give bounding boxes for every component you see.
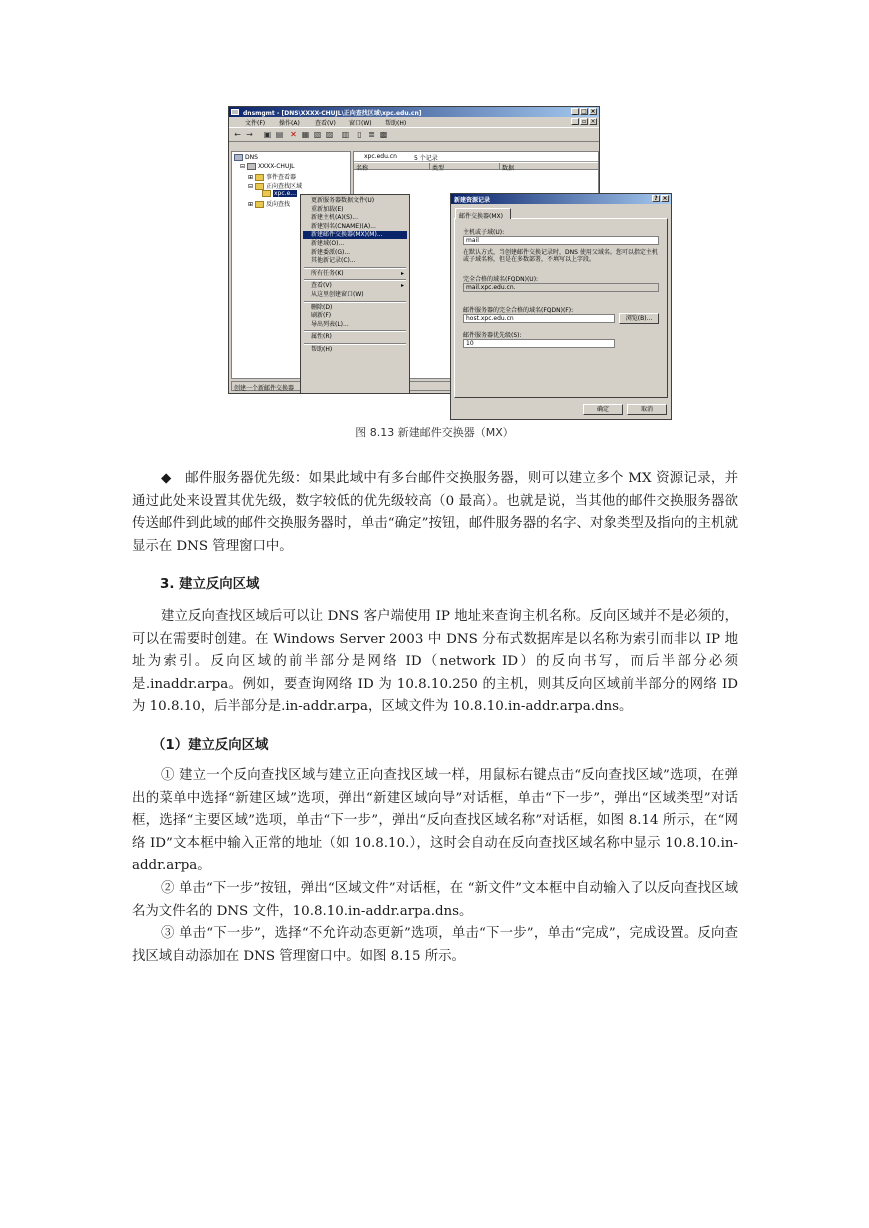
context-menu-item-label: 新建别名(CNAME)(A)... <box>311 222 376 230</box>
tree-label: xpc.e... <box>274 190 296 197</box>
forward-icon[interactable]: → <box>246 130 253 139</box>
mdi-close-icon[interactable]: × <box>590 118 596 125</box>
close-icon[interactable]: × <box>590 108 596 115</box>
context-menu-item[interactable] <box>303 333 407 341</box>
column-data[interactable]: 数据 <box>500 163 599 170</box>
help-icon[interactable]: ? <box>652 195 660 202</box>
tree-node-reverse-zones[interactable]: ⊞ 反向查找 <box>248 201 290 208</box>
tree-node-zone[interactable] <box>262 190 297 197</box>
window-title: dnsmgmt - [DNS\XXXX-CHUJL\正向查找区域\xpc.edu.cn] <box>243 110 422 117</box>
step-3-paragraph: ③ 单击“下一步”，选择“不允许动态更新”选项，单击“下一步”，单击“完成”，完成设置。反向查找区域自动添加在 DNS 管理窗口中。如图 8.15 所示。 <box>132 926 738 964</box>
priority-label: 邮件服务器优先级(S): <box>463 332 522 339</box>
menu-bar <box>229 118 599 127</box>
menu-separator <box>304 267 406 269</box>
hint-text: 在默认方式，当创建邮件交换记录时，DNS 使用父域名。您可以指定主机或子域名称，但是在多数部署，不填写以上字段。 <box>463 249 658 263</box>
step-1-paragraph: ① 建立一个反向查找区域与建立正向查找区域一样，用鼠标右键点击“反向查找区域”选项，在弹出的菜单中选择“新建区域”选项，弹出“新建区域向导”对话框，单击“下一步”，弹出“区域类型”对话框，选择“主要区域”选项，单击“下一步”，弹出“反向查找区域名称”对话框，如图 8.14 所示，在“网络 ID”文本框中输入正常的地址（如 10.8.10.），这时会自动在反向查找区域名称中显示 10.8.10.in-addr.arpa。 <box>132 768 738 873</box>
minimize-icon[interactable]: _ <box>571 108 579 115</box>
figure-caption: 图 8.13 新建邮件交换器（MX） <box>355 426 514 439</box>
context-menu-item-label: 帮助(H) <box>311 346 333 353</box>
context-menu-item-label: 从这里创建窗口(W) <box>311 291 364 298</box>
zone-path: xpc.edu.cn <box>364 153 397 160</box>
context-menu-item-label: 新建委派(G)... <box>311 248 351 256</box>
tree-label: DNS <box>245 154 258 161</box>
tree-node-forward-zones[interactable]: ⊟ 正向查找区域 <box>248 183 302 190</box>
properties-icon[interactable]: ▦ <box>301 130 310 139</box>
context-menu-item[interactable] <box>303 231 407 239</box>
context-menu-item-label: 新建主机(A)(S)... <box>311 214 358 222</box>
dialog-title-bar <box>451 194 671 204</box>
record-count: 5 个记录 <box>414 155 438 162</box>
context-menu-item[interactable] <box>303 257 407 265</box>
new-resource-record-dialog <box>450 193 672 420</box>
back-icon[interactable]: ← <box>234 130 241 139</box>
context-menu-item-label: 刷新(F) <box>311 312 332 320</box>
tree-node-dns[interactable] <box>234 154 258 161</box>
export-icon[interactable]: ▨ <box>325 130 334 139</box>
context-menu-item[interactable] <box>303 346 407 354</box>
show-tree-icon[interactable]: ▤ <box>275 130 284 139</box>
context-menu-item-label: 属性(R) <box>311 333 332 341</box>
section-heading: 3. 建立反向区域 <box>160 577 260 592</box>
menu-view[interactable]: 查看(V) <box>315 120 336 127</box>
mail-server-field[interactable]: host.xpc.edu.cn <box>463 314 615 323</box>
intro-paragraph: 建立反向查找区域后可以让 DNS 客户端使用 IP 地址来查询主机名称。反向区域并不是必须的，可以在需要时创建。在 Windows Server 2003 中 DNS 分布式数据库是以名称为索引而非以 IP 地址为索引。反向区域的前半部分是网络 ID（network ID）的反向书写，而后半部分必须是.inaddr.arpa。例如，要查询网络 ID 为 10.8.10.250 的主机，则其反向区域前半部分的网络 ID 为 10.8.10，后半部分是.in-addr.arpa，区域文件为 10.8.10.in-addr.arpa.dns。 <box>132 609 738 714</box>
menu-separator <box>304 301 406 303</box>
menu-action[interactable]: 操作(A) <box>279 120 300 127</box>
context-menu-item[interactable] <box>303 223 407 231</box>
context-menu-item[interactable] <box>303 321 407 329</box>
context-menu-item[interactable] <box>303 249 407 257</box>
menu-help[interactable]: 帮助(H) <box>385 120 407 127</box>
server-icon[interactable]: ▯ <box>357 130 362 139</box>
tree-label: 事件查看器 <box>265 174 296 181</box>
tree-label: XXXX-CHUJL <box>257 163 295 170</box>
bullet-paragraph: ◆ 邮件服务器优先级：如果此域中有多台邮件交换服务器，则可以建立多个 MX 资源记录，并通过此处来设置其优先级，数字较低的优先级较高（0 最高）。也就是说，当其他的邮件交换服务器欲传送邮件到此域的邮件交换服务器时，单击“确定”按钮，邮件服务器的名字、对象类型及指向的主机就显示在 DNS 管理窗口中。 <box>132 471 738 554</box>
column-name[interactable]: 名称 <box>354 163 430 170</box>
context-menu-item-label: 更新服务器数据文件(U) <box>311 197 375 204</box>
delete-icon[interactable]: ✕ <box>290 130 297 139</box>
menu-separator <box>304 343 406 345</box>
context-menu-item-label: 新建域(O)... <box>311 240 345 247</box>
menu-file[interactable]: 文件(F) <box>245 120 266 127</box>
context-menu-item[interactable] <box>303 291 407 299</box>
submenu-arrow-icon: ▸ <box>400 269 404 277</box>
title-bar <box>229 107 599 117</box>
tree-node-server[interactable]: ⊟ XXXX-CHUJL <box>240 163 295 170</box>
maximize-icon[interactable]: □ <box>581 108 587 115</box>
record-icon[interactable]: ▩ <box>379 130 388 139</box>
step-2-paragraph: ② 单击“下一步”按钮，弹出“区域文件”对话框，在 “新文件”文本框中自动输入了以反向查找区域名为文件名的 DNS 文件，10.8.10.in-addr.arpa.dns。 <box>132 881 738 919</box>
tab-panel <box>454 218 668 398</box>
context-menu-item[interactable] <box>303 312 407 320</box>
column-type[interactable]: 类型 <box>430 163 500 170</box>
server-icon <box>247 163 256 170</box>
fqdn-label: 完全合格的域名(FQDN)(U): <box>463 276 539 283</box>
zone-header <box>354 152 598 162</box>
tab-mx[interactable] <box>455 208 511 219</box>
toolbar <box>229 127 599 142</box>
event-viewer-icon <box>255 174 264 181</box>
context-menu-item[interactable] <box>303 304 407 312</box>
help-icon[interactable]: ▥ <box>341 130 350 139</box>
context-menu-item-label: 重新加载(E) <box>311 205 344 213</box>
context-menu-item[interactable] <box>303 214 407 222</box>
menu-window[interactable]: 窗口(W) <box>349 120 372 127</box>
context-menu-item-label: 删除(D) <box>311 303 333 311</box>
context-menu-item[interactable] <box>303 270 407 278</box>
priority-field[interactable]: 10 <box>463 339 615 348</box>
context-menu <box>300 194 410 394</box>
fqdn-field: mail.xpc.edu.cn. <box>463 283 659 292</box>
context-menu-item[interactable] <box>303 197 407 205</box>
status-text: 创建一个新邮件交换器 <box>234 385 295 392</box>
close-icon[interactable]: × <box>662 195 668 202</box>
host-field[interactable]: mail <box>463 236 659 245</box>
mdi-minimize-icon[interactable]: _ <box>571 118 579 125</box>
list-icon[interactable]: ≣ <box>368 130 375 139</box>
browse-button[interactable]: 浏览(B)... <box>619 313 659 324</box>
ok-button[interactable]: 确定 <box>583 404 623 415</box>
context-menu-item-label: 新建邮件交换器(MX)(M)... <box>311 231 383 239</box>
context-menu-item[interactable] <box>303 206 407 214</box>
context-menu-item[interactable] <box>303 282 407 290</box>
host-label: 主机或子域(U): <box>463 229 505 236</box>
refresh-icon[interactable]: ▧ <box>313 130 322 139</box>
tree-label: 正向查找区域 <box>265 183 302 190</box>
app-icon <box>231 109 239 115</box>
dns-icon <box>234 154 243 161</box>
context-menu-item-label: 其他新记录(C)... <box>311 257 356 265</box>
context-menu-item-label: 导出列表(L)... <box>311 320 349 328</box>
mdi-restore-icon[interactable]: ▫ <box>581 118 587 125</box>
tree-node-event-viewer[interactable]: ⊞ 事件查看器 <box>248 174 296 181</box>
folder-icon <box>255 183 264 190</box>
context-menu-item-label: 查看(V) <box>311 282 332 290</box>
folder-icon <box>255 201 264 208</box>
tab-mx-label: 邮件交换器(MX) <box>459 213 503 220</box>
tree-label: 反向查找 <box>265 201 290 208</box>
subsection-heading: （1）建立反向区域 <box>152 738 269 753</box>
cancel-button[interactable]: 取消 <box>627 404 667 415</box>
mail-server-label: 邮件服务器的完全合格的域名(FQDN)(F): <box>463 307 574 314</box>
dialog-title: 新建资源记录 <box>454 197 491 204</box>
context-menu-item[interactable] <box>303 240 407 248</box>
submenu-arrow-icon: ▸ <box>400 282 404 290</box>
context-menu-item-label: 所有任务(K) <box>311 269 344 277</box>
zone-icon <box>262 190 271 197</box>
up-folder-icon[interactable]: ▣ <box>263 130 272 139</box>
